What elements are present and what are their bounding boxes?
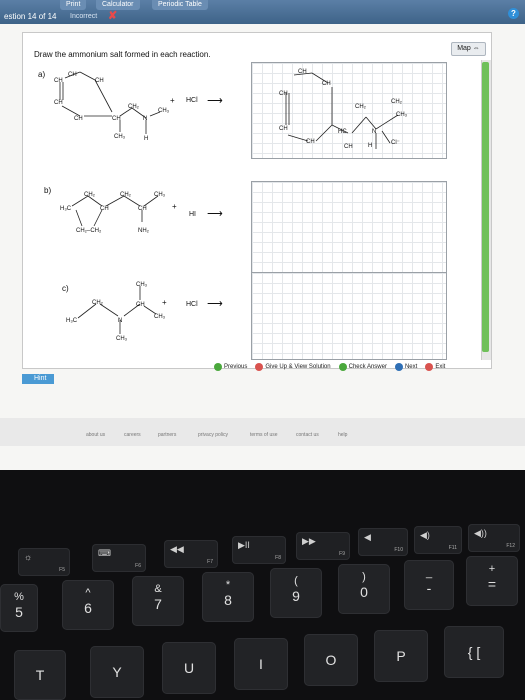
- key-6-shift: ^: [85, 587, 91, 599]
- svg-text:CH: CH: [95, 78, 104, 84]
- svg-text:CH: CH: [100, 206, 109, 212]
- key-f10-label: F10: [394, 547, 403, 553]
- check-label: Check Answer: [348, 364, 387, 370]
- give-up-label: Give Up & View Solution: [265, 364, 331, 370]
- reactant-c-structure: [66, 278, 196, 346]
- next-button[interactable]: [395, 363, 417, 371]
- answer-box-b[interactable]: [251, 181, 447, 273]
- key-f7-label: F7: [207, 559, 213, 565]
- svg-text:CH: CH: [68, 72, 77, 78]
- answer-a-atom-7: CH₂: [391, 99, 402, 105]
- part-c-arrow-icon: ⟶: [207, 298, 223, 310]
- brightness-icon: ☼: [24, 552, 33, 562]
- scrollbar-thumb[interactable]: [482, 62, 489, 352]
- play-pause-icon: ▶II: [238, 540, 250, 550]
- key-t[interactable]: T: [14, 650, 66, 700]
- footer-link-help[interactable]: help: [338, 432, 348, 438]
- key-7[interactable]: [132, 576, 184, 626]
- answer-a-atom-6: CH₂: [355, 104, 366, 110]
- answer-a-atom-8: HC: [338, 129, 347, 135]
- part-a-plus: +: [170, 96, 175, 105]
- volume-down-icon: ◀): [420, 530, 430, 540]
- reactant-b-structure: [58, 188, 188, 238]
- key-f9[interactable]: [296, 532, 350, 560]
- previous-button[interactable]: [214, 363, 247, 371]
- answer-a-atom-4: CH: [279, 126, 288, 132]
- key-y[interactable]: Y: [90, 646, 144, 698]
- part-c-plus: +: [162, 298, 167, 307]
- next-label: Next: [404, 364, 418, 370]
- footer-link-terms[interactable]: terms of use: [250, 432, 278, 438]
- keyboard-light-icon: ⌨: [98, 548, 111, 558]
- answer-a-atom-13: CH: [344, 144, 353, 150]
- check-icon: [339, 363, 347, 371]
- svg-text:H₃C: H₃C: [60, 206, 72, 212]
- key-f11[interactable]: [414, 526, 462, 554]
- key-5-main: 5: [15, 604, 23, 620]
- answer-a-atom-10: CH₃: [396, 112, 408, 118]
- key-5[interactable]: [0, 584, 38, 632]
- key-p[interactable]: P: [374, 630, 428, 682]
- question-nav-bar: [214, 361, 445, 373]
- answer-a-atom-11: H: [368, 143, 373, 149]
- svg-text:CH₂: CH₂: [92, 300, 103, 306]
- check-answer-button[interactable]: [339, 363, 387, 371]
- svg-text:N: N: [143, 116, 148, 122]
- svg-text:CH: CH: [54, 100, 63, 106]
- answer-a-atom-2: CH: [322, 81, 331, 87]
- svg-text:CH: CH: [54, 78, 63, 84]
- svg-text:CH: CH: [74, 116, 83, 122]
- incorrect-x-icon: ✘: [108, 10, 118, 22]
- answer-a-atom-9: N: [372, 129, 377, 135]
- answer-a-atom-5: CH: [306, 139, 315, 145]
- key-8[interactable]: [202, 572, 254, 622]
- give-up-icon: [255, 363, 263, 371]
- footer-link-privacy[interactable]: privacy policy: [198, 432, 229, 438]
- key-0-main: 0: [360, 584, 368, 600]
- svg-text:H: H: [144, 136, 149, 142]
- key-f8[interactable]: [232, 536, 286, 564]
- key-f5-label: F5: [59, 567, 65, 573]
- key-f9-label: F9: [339, 551, 345, 557]
- part-a-arrow-icon: ⟶: [207, 95, 223, 107]
- key-f12[interactable]: [468, 524, 520, 552]
- key-u[interactable]: U: [162, 642, 216, 694]
- help-icon[interactable]: ?: [508, 8, 519, 19]
- map-button[interactable]: Map ⇔: [451, 42, 486, 56]
- key-7-shift: &: [154, 583, 162, 595]
- answer-a-atom-3: CH: [279, 91, 288, 97]
- calculator-tab[interactable]: Calculator: [96, 0, 140, 10]
- key-minus-shift: _: [425, 567, 433, 579]
- key-minus[interactable]: [404, 560, 454, 610]
- key-0-shift: ): [362, 571, 366, 583]
- part-b-arrow-icon: ⟶: [207, 208, 223, 220]
- footer-link-partners[interactable]: partners: [158, 432, 177, 438]
- key-9-main: 9: [292, 588, 300, 604]
- svg-text:CH₃: CH₃: [136, 282, 148, 288]
- part-a-reagent: HCl: [186, 97, 198, 104]
- footer-link-about[interactable]: about us: [86, 432, 106, 438]
- laptop-keyboard: [0, 470, 525, 700]
- key-f5[interactable]: [18, 548, 70, 576]
- part-c-reagent: HCl: [186, 301, 198, 308]
- svg-text:CH: CH: [112, 116, 121, 122]
- svg-text:CH₃: CH₃: [154, 192, 166, 198]
- part-b-reagent: HI: [189, 211, 196, 218]
- exit-icon: [425, 363, 433, 371]
- key-5-shift: %: [14, 591, 24, 603]
- hint-button[interactable]: Hint: [22, 374, 54, 384]
- key-f11-label: F11: [448, 545, 457, 551]
- previous-label: Previous: [224, 364, 248, 370]
- key-8-main: 8: [224, 592, 232, 608]
- reactant-a-structure: [40, 68, 260, 148]
- key-0[interactable]: [338, 564, 390, 614]
- svg-text:H₃C: H₃C: [66, 318, 78, 324]
- give-up-button[interactable]: [255, 363, 330, 371]
- svg-text:CH₂–CH₂: CH₂–CH₂: [76, 228, 102, 234]
- footer-link-contact[interactable]: contact us: [296, 432, 319, 438]
- key-f6[interactable]: [92, 544, 146, 572]
- key-f7[interactable]: [164, 540, 218, 568]
- key-8-shift: *: [225, 579, 231, 591]
- volume-up-icon: ◀)): [474, 528, 487, 538]
- part-a-label: a): [38, 70, 46, 79]
- key-o[interactable]: O: [304, 634, 358, 686]
- svg-text:NH₂: NH₂: [138, 228, 149, 234]
- svg-text:CH₃: CH₃: [116, 336, 128, 342]
- status-label: Incorrect: [70, 13, 98, 20]
- answer-box-c[interactable]: [251, 272, 447, 360]
- exit-label: Exit: [435, 364, 446, 370]
- key-f10[interactable]: [358, 528, 408, 556]
- periodic-table-tab[interactable]: Periodic Table: [152, 0, 208, 10]
- question-prompt: Draw the ammonium salt formed in each reaction.: [34, 50, 211, 59]
- key-equals[interactable]: [466, 556, 518, 606]
- key-7-main: 7: [154, 596, 162, 612]
- svg-text:N: N: [118, 318, 123, 324]
- next-icon: [395, 363, 403, 371]
- part-c-label: c): [62, 284, 69, 293]
- key-i[interactable]: I: [234, 638, 288, 690]
- key-equals-shift: +: [488, 563, 496, 575]
- part-b-plus: +: [172, 202, 177, 211]
- svg-text:CH: CH: [136, 302, 145, 308]
- key-bracket[interactable]: { [: [444, 626, 504, 678]
- svg-text:CH₂: CH₂: [84, 192, 95, 198]
- key-f8-label: F8: [275, 555, 281, 561]
- top-toolbar: [0, 0, 525, 24]
- svg-text:CH₂: CH₂: [128, 104, 139, 110]
- key-equals-main: =: [487, 576, 497, 592]
- key-f12-label: F12: [506, 543, 515, 549]
- key-f6-label: F6: [135, 563, 141, 569]
- print-tab[interactable]: Print: [60, 0, 86, 10]
- fast-forward-icon: ▶▶: [302, 536, 316, 546]
- previous-icon: [214, 363, 222, 371]
- key-9-shift: (: [294, 575, 298, 587]
- svg-text:CH₃: CH₃: [114, 134, 126, 140]
- key-6-main: 6: [84, 600, 92, 616]
- svg-text:CH₂: CH₂: [120, 192, 131, 198]
- answer-a-atom-1: CH: [298, 69, 307, 75]
- svg-text:CH₃: CH₃: [158, 108, 170, 114]
- mute-icon: ◀: [364, 532, 371, 542]
- rewind-icon: ◀◀: [170, 544, 184, 554]
- key-minus-main: -: [426, 580, 432, 596]
- part-b-label: b): [44, 186, 52, 195]
- svg-text:CH₃: CH₃: [154, 314, 166, 320]
- question-counter: estion 14 of 14: [4, 12, 57, 21]
- exit-button[interactable]: [425, 363, 445, 371]
- map-label: Map: [457, 45, 471, 52]
- key-9[interactable]: [270, 568, 322, 618]
- svg-text:CH: CH: [138, 206, 147, 212]
- key-6[interactable]: [62, 580, 114, 630]
- answer-a-atom-12: Cl⁻: [391, 140, 400, 146]
- footer-link-careers[interactable]: careers: [124, 432, 141, 438]
